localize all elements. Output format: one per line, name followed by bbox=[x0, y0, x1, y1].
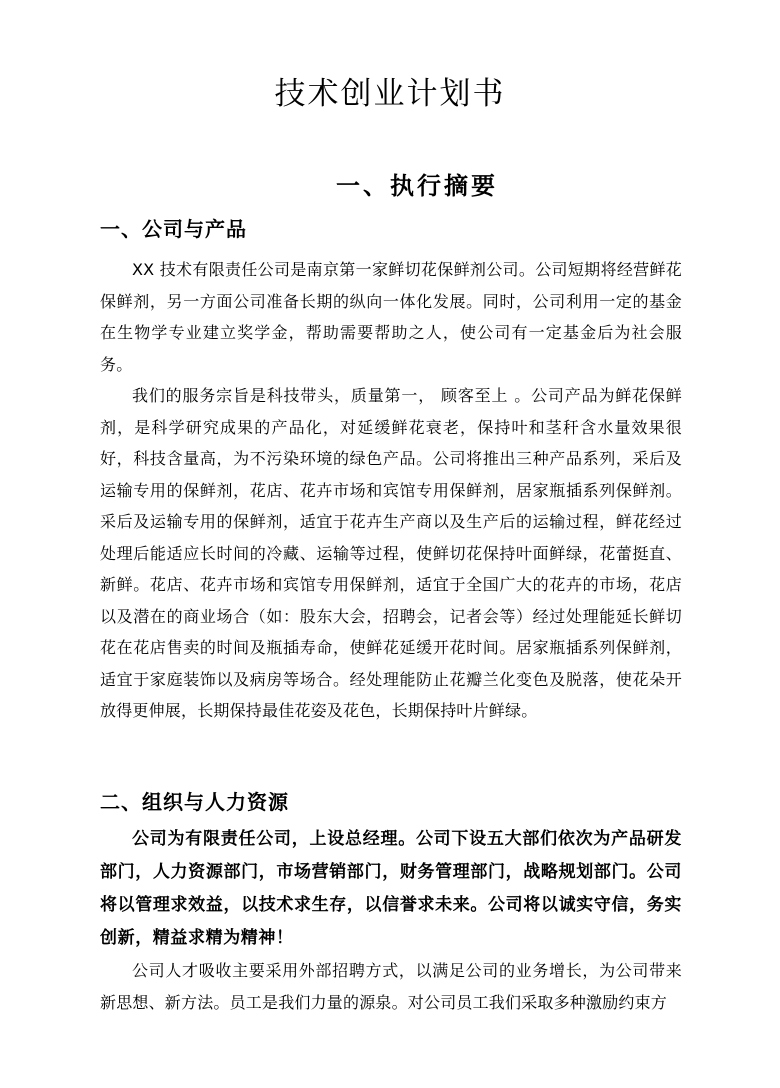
paragraph-organization-structure: 公司为有限责任公司，上设总经理。公司下设五大部们依次为产品研发部门，人力资源部门，市场营销部门，财务管理部门，战略规划部门。公司将以管理求效益，以技术求生存，以信誉求未来。公司将以诚实守信，务实创新，精益求精为精神！ bbox=[100, 829, 682, 948]
section-heading-organization-hr: 二、组织与人力资源 bbox=[100, 790, 289, 814]
paragraph-company-intro: XX 技术有限责任公司是南京第一家鲜切花保鲜剂公司。公司短期将经营鲜花保鲜剂，另一方面公司准备长期的纵向一体化发展。同时，公司利用一定的基金在生物学专业建立奖学金，帮助需要帮助之人，使公司有一定基金后为社会服务。 bbox=[100, 260, 682, 374]
paragraph-talent-recruitment: 公司人才吸收主要采用外部招聘方式，以满足公司的业务增长，为公司带来新思想、新方法。员工是我们力量的源泉。对公司员工我们采取多种激励约束方 bbox=[100, 961, 682, 1012]
section-heading-company-products: 一、公司与产品 bbox=[100, 217, 247, 241]
document-title: 技术创业计划书 bbox=[274, 76, 506, 112]
chapter-heading: 一、执行摘要 bbox=[336, 172, 498, 200]
paragraph-product-description: 我们的服务宗旨是科技带头，质量第一， 顾客至上 。公司产品为鲜花保鲜剂，是科学研究成果的产品化，对延缓鲜花衰老，保持叶和茎秆含水量效果很好，科技含量高，为不污染环境的绿色产品。公司将推出三种产品系列，采后及运输专用的保鲜剂，花店、花卉市场和宾馆专用保鲜剂，居家瓶插系列保鲜剂。采后及运输专用的保鲜剂，适宜于花卉生产商以及生产后的运输过程，鲜花经过处理后能适应长时间的冷藏、运输等过程，使鲜切花保持叶面鲜绿，花蕾挺直、新鲜。花店、花卉市场和宾馆专用保鲜剂，适宜于全国广大的花卉的市场，花店以及潜在的商业场合（如：股东大会，招聘会，记者会等）经过处理能延长鲜切花在花店售卖的时间及瓶插寿命，使鲜花延缓开花时间。居家瓶插系列保鲜剂，适宜于家庭装饰以及病房等场合。经处理能防止花瓣兰化变色及脱落，使花朵开放得更伸展，长期保持最佳花姿及花色，长期保持叶片鲜绿。 bbox=[100, 386, 682, 720]
